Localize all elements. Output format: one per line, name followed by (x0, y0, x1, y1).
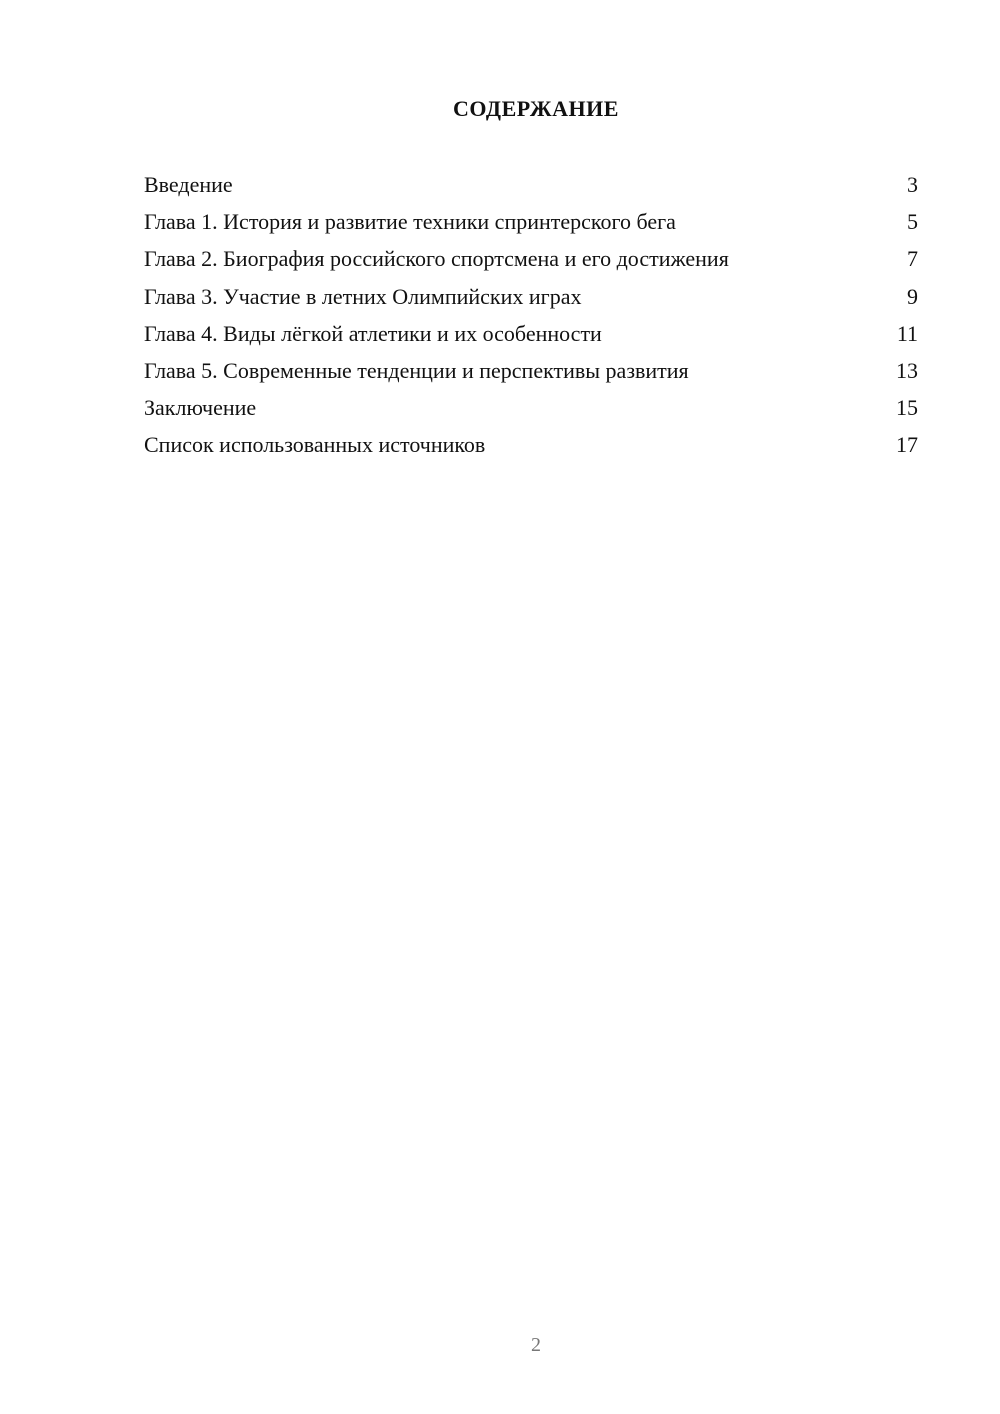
toc-entry-references[interactable] (144, 430, 918, 467)
toc-entry-label: Глава 3. Участие в летних Олимпийских играх (144, 283, 582, 309)
toc-entry-chapter-2[interactable] (144, 244, 918, 281)
table-of-contents (144, 170, 918, 468)
toc-entry-page: 11 (896, 320, 918, 346)
toc-entry-page: 5 (907, 209, 918, 235)
toc-entry-page: 7 (907, 246, 918, 272)
toc-entry-chapter-3[interactable] (144, 282, 918, 319)
toc-entry-chapter-1[interactable] (144, 207, 918, 244)
toc-entry-introduction[interactable] (144, 170, 918, 207)
toc-entry-label: Глава 1. История и развитие техники спринтерского бега (144, 209, 676, 235)
toc-entry-label: Список использованных источников (144, 432, 486, 458)
toc-entry-chapter-5[interactable] (144, 356, 918, 393)
toc-entry-conclusion[interactable] (144, 393, 918, 430)
toc-entry-page: 13 (896, 357, 918, 383)
toc-entry-label: Глава 4. Виды лёгкой атлетики и их особенности (144, 320, 602, 346)
toc-entry-page: 17 (896, 432, 918, 458)
toc-entry-label: Глава 2. Биография российского спортсмена и его достижения (144, 246, 729, 272)
toc-entry-page: 9 (907, 283, 918, 309)
toc-title: СОДЕРЖАНИЕ (453, 96, 619, 121)
toc-entry-page: 3 (907, 172, 918, 197)
toc-entry-label: Заключение (144, 395, 257, 421)
toc-entry-label: Глава 5. Современные тенденции и перспективы развития (144, 357, 689, 383)
page-number: 2 (531, 1334, 541, 1356)
toc-entry-page: 15 (896, 395, 918, 421)
toc-entry-chapter-4[interactable] (144, 319, 918, 356)
toc-entry-label: Введение (144, 172, 233, 197)
